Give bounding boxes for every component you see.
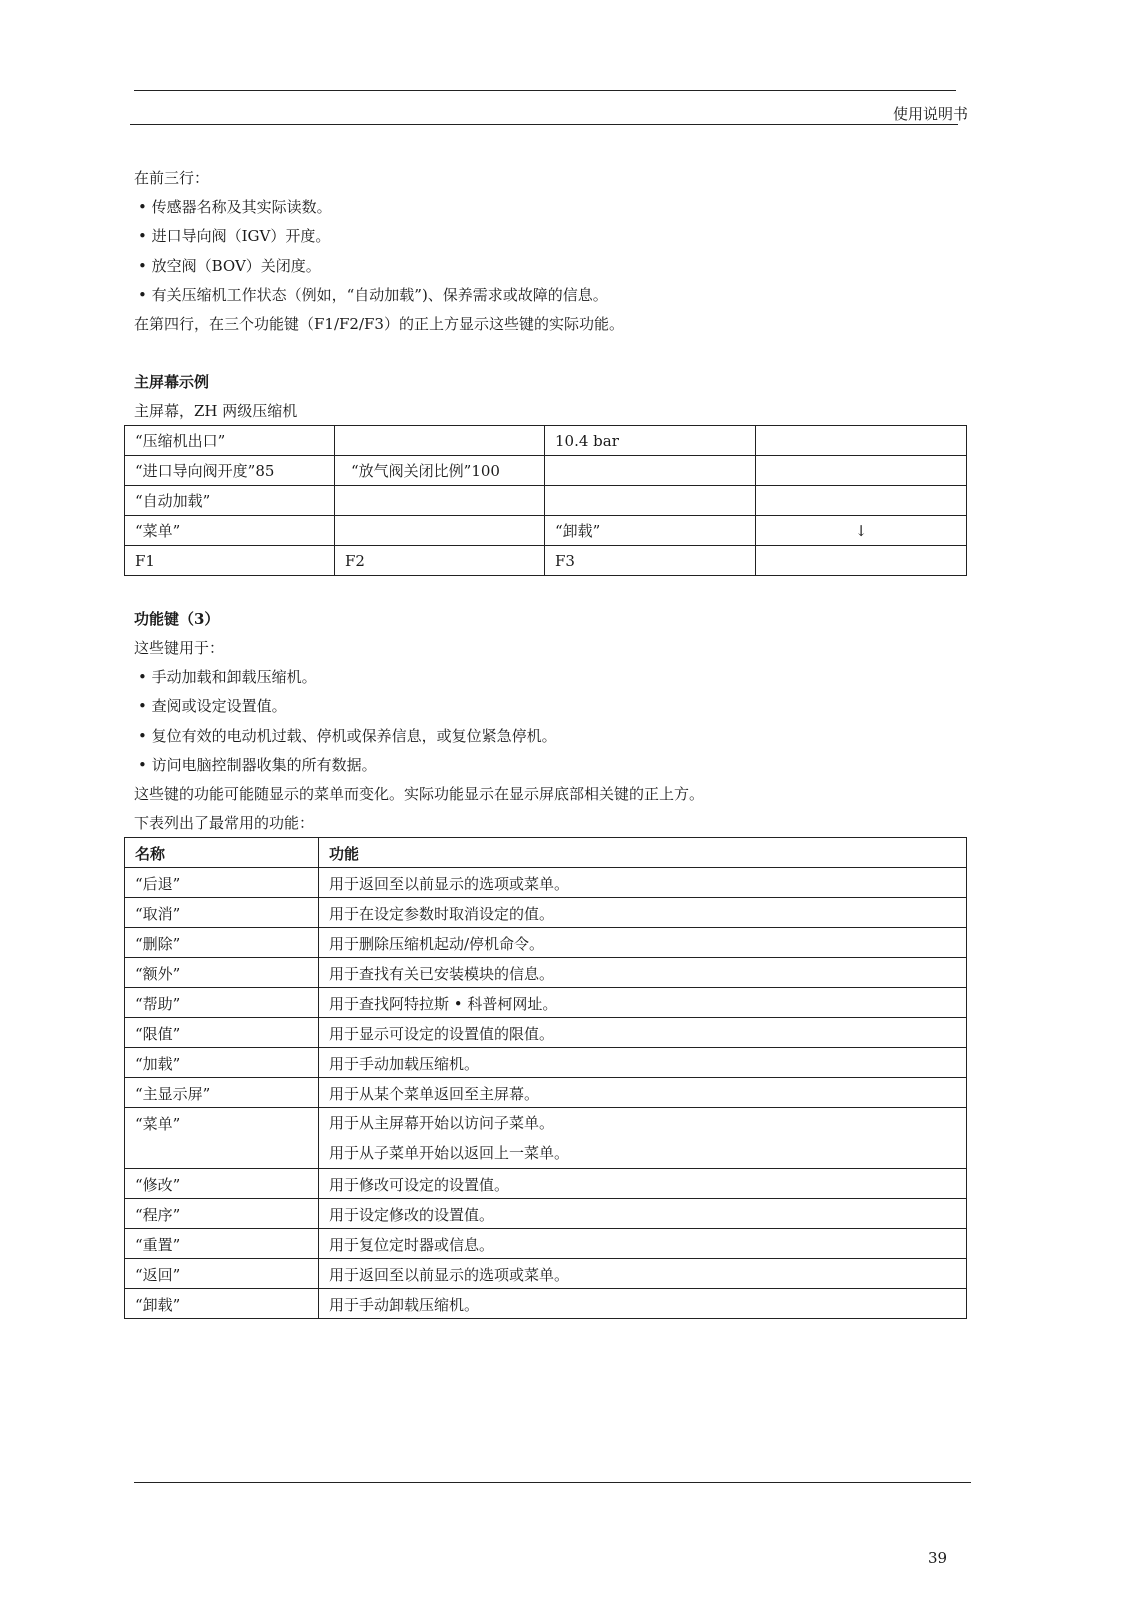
- function-description-cell: 用于在设定参数时取消设定的值。: [319, 898, 967, 928]
- table-cell: [335, 426, 545, 456]
- function-name-cell: “加载”: [125, 1048, 319, 1078]
- table-cell: “菜单”: [125, 516, 335, 546]
- table-header-row: [125, 838, 967, 868]
- table-row: [125, 1169, 967, 1199]
- table-row: [125, 958, 967, 988]
- function-description-cell: 用于删除压缩机起动/停机命令。: [319, 928, 967, 958]
- function-description-cell: 用于复位定时器或信息。: [319, 1229, 967, 1259]
- table-row: [125, 486, 967, 516]
- function-description-cell: 用于返回至以前显示的选项或菜单。: [319, 1259, 967, 1289]
- function-keys-heading: 功能键（3）: [134, 610, 220, 628]
- table-row: [125, 1108, 967, 1169]
- function-description-cell: 用于设定修改的设置值。: [319, 1199, 967, 1229]
- table-cell: “压缩机出口”: [125, 426, 335, 456]
- intro-fourth-row: 在第四行，在三个功能键（F1/F2/F3）的正上方显示这些键的实际功能。: [134, 315, 624, 333]
- header-rule-top: [134, 90, 956, 91]
- table-cell: F2: [335, 546, 545, 576]
- table-cell: [756, 426, 967, 456]
- table-row: [125, 546, 967, 576]
- function-name-cell: “程序”: [125, 1199, 319, 1229]
- table-cell: [756, 486, 967, 516]
- function-description-cell: 用于从某个菜单返回至主屏幕。: [319, 1078, 967, 1108]
- function-name-cell: “额外”: [125, 958, 319, 988]
- function-keys-note: 这些键的功能可能随显示的菜单而变化。实际功能显示在显示屏底部相关键的正上方。: [134, 785, 705, 803]
- function-keys-bullet: • 访问电脑控制器收集的所有数据。: [138, 756, 377, 774]
- function-keys-lead: 这些键用于：: [134, 639, 225, 657]
- function-description-cell: [319, 1108, 967, 1169]
- column-header-function: 功能: [319, 838, 967, 868]
- function-name-cell: “修改”: [125, 1169, 319, 1199]
- page-number: 39: [928, 1549, 948, 1567]
- function-description-line: 用于从主屏幕开始以访问子菜单。: [329, 1114, 555, 1132]
- intro-lead: 在前三行：: [134, 169, 210, 187]
- function-name-cell: “后退”: [125, 868, 319, 898]
- table-cell: “卸载”: [545, 516, 756, 546]
- intro-bullet: • 进口导向阀（IGV）开度。: [138, 227, 331, 245]
- function-name-cell: “帮助”: [125, 988, 319, 1018]
- function-name-cell: “限值”: [125, 1018, 319, 1048]
- table-row: [125, 898, 967, 928]
- function-description-cell: 用于显示可设定的设置值的限值。: [319, 1018, 967, 1048]
- function-description-cell: 用于手动卸载压缩机。: [319, 1289, 967, 1319]
- example-heading: 主屏幕示例: [134, 373, 210, 391]
- function-description-cell: 用于查找阿特拉斯 • 科普柯网址。: [319, 988, 967, 1018]
- table-row: [125, 1289, 967, 1319]
- table-row: [125, 868, 967, 898]
- table-row: [125, 928, 967, 958]
- footer-rule: [134, 1482, 971, 1483]
- table-cell: “进口导向阀开度”85: [125, 456, 335, 486]
- function-keys-bullet: • 查阅或设定设置值。: [138, 697, 287, 715]
- table-cell: [335, 486, 545, 516]
- function-name-cell: “重置”: [125, 1229, 319, 1259]
- function-name-cell: “取消”: [125, 898, 319, 928]
- function-keys-bullet: • 复位有效的电动机过载、停机或保养信息，或复位紧急停机。: [138, 727, 557, 745]
- table-row: [125, 426, 967, 456]
- table-cell: 10.4 bar: [545, 426, 756, 456]
- function-description-line: 用于从子菜单开始以返回上一菜单。: [329, 1144, 570, 1162]
- table-row: [125, 1048, 967, 1078]
- main-screen-example-table: [124, 425, 967, 576]
- table-row: [125, 1229, 967, 1259]
- table-row: [125, 1078, 967, 1108]
- functions-table: [124, 837, 967, 1319]
- function-name-cell: “删除”: [125, 928, 319, 958]
- intro-bullet: • 传感器名称及其实际读数。: [138, 198, 332, 216]
- table-row: [125, 516, 967, 546]
- intro-bullet: • 有关压缩机工作状态（例如，“自动加载”)、保养需求或故障的信息。: [138, 286, 608, 304]
- table-row: [125, 1259, 967, 1289]
- header-rule-bottom: [130, 124, 958, 125]
- table-row: [125, 1018, 967, 1048]
- down-arrow-icon: ↓: [756, 516, 967, 546]
- table-cell: [756, 456, 967, 486]
- function-name-cell: “菜单”: [125, 1108, 319, 1169]
- intro-bullet: • 放空阀（BOV）关闭度。: [138, 257, 321, 275]
- function-name-cell: “卸载”: [125, 1289, 319, 1319]
- function-description-cell: 用于查找有关已安装模块的信息。: [319, 958, 967, 988]
- function-description-cell: 用于手动加载压缩机。: [319, 1048, 967, 1078]
- function-name-cell: “返回”: [125, 1259, 319, 1289]
- table-cell: [545, 456, 756, 486]
- page-header-title: 使用说明书: [892, 105, 968, 123]
- table-row: [125, 456, 967, 486]
- table-cell: “自动加载”: [125, 486, 335, 516]
- function-description-cell: 用于修改可设定的设置值。: [319, 1169, 967, 1199]
- column-header-name: 名称: [125, 838, 319, 868]
- function-description-cell: 用于返回至以前显示的选项或菜单。: [319, 868, 967, 898]
- table-row: [125, 1199, 967, 1229]
- table-cell: [545, 486, 756, 516]
- table-cell: F3: [545, 546, 756, 576]
- function-name-cell: “主显示屏”: [125, 1078, 319, 1108]
- table-cell: F1: [125, 546, 335, 576]
- table-cell: “放气阀关闭比例”100: [335, 456, 545, 486]
- function-keys-bullet: • 手动加载和卸载压缩机。: [138, 668, 317, 686]
- table-cell: [335, 516, 545, 546]
- example-caption: 主屏幕，ZH 两级压缩机: [134, 402, 298, 420]
- functions-table-lead: 下表列出了最常用的功能：: [134, 814, 315, 832]
- table-cell: [756, 546, 967, 576]
- table-row: [125, 988, 967, 1018]
